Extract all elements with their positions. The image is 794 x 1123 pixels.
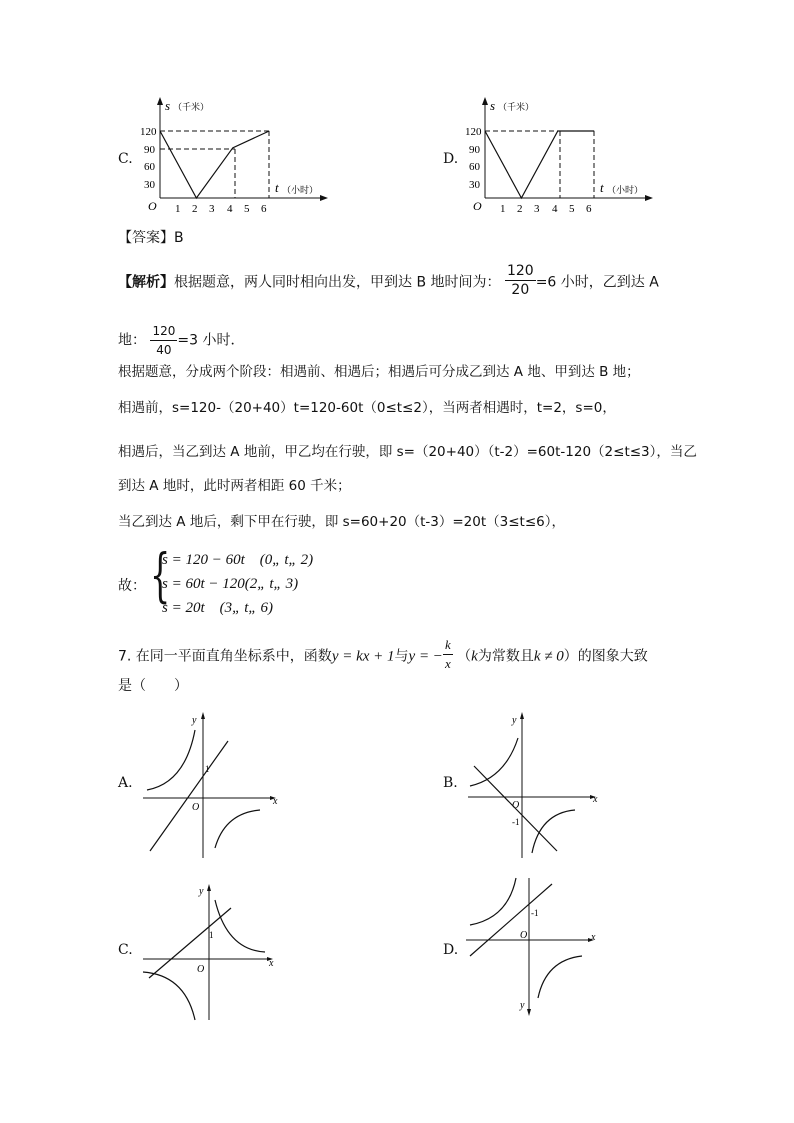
q7-line-2: 是（ ）: [118, 678, 188, 694]
y-tick: 120: [465, 126, 482, 138]
x-label: x: [591, 932, 596, 943]
origin-label: O: [148, 199, 157, 213]
hyperbola-branch-upper: [470, 878, 516, 925]
fraction-120-20: $\frac{120}{20}$: [506, 263, 534, 298]
y-label: y: [199, 886, 204, 897]
option-c-graph: [135, 95, 345, 220]
s-label: s: [490, 98, 496, 113]
x-tick: 6: [261, 203, 267, 215]
x-tick: 1: [175, 203, 181, 215]
option-d-q7-letter: D.: [443, 942, 459, 958]
analysis-text: 根据题意，两人同时相向出发，甲到达 B 地时间为：: [174, 274, 501, 291]
analysis-line-3: 根据题意，分成两个阶段：相遇前、相遇后；相遇后可分成乙到达 A 地、甲到达 B 地；: [118, 364, 640, 380]
y-label: y: [520, 1000, 525, 1011]
intercept-label: 1: [209, 930, 214, 940]
x-tick: 1: [500, 203, 506, 215]
y-tick: 120: [140, 126, 157, 138]
y-tick-labels: [140, 126, 157, 191]
analysis-line-5: 相遇后，当乙到达 A 地前，甲乙均在行驶，即 s=（20+40）（t-2）=60t-120（2≤t≤3），当乙: [118, 444, 697, 460]
line-graph: [150, 741, 228, 851]
x-tick: 2: [192, 203, 198, 215]
origin-label: O: [473, 199, 482, 213]
option-b-letter: B.: [443, 775, 458, 791]
option-a-graph: [135, 708, 285, 860]
x-label: x: [273, 796, 278, 807]
hyperbola-branch-lower: [215, 810, 260, 848]
origin-label: O: [512, 800, 520, 811]
s-axis-arrow: [482, 97, 488, 105]
option-c-q7-letter: C.: [118, 942, 133, 958]
y-tick: 60: [469, 161, 480, 173]
x-tick-labels: [175, 203, 267, 215]
x-tick: 5: [244, 203, 250, 215]
option-a-letter: A.: [118, 775, 133, 791]
intercept-label: -1: [531, 908, 539, 918]
option-d-letter: D.: [443, 151, 459, 167]
series-line-d: [485, 131, 594, 198]
option-b-graph: [460, 708, 610, 860]
y-tick: 60: [144, 161, 155, 173]
analysis-line-7: 当乙到达 A 地后，剩下甲在行驶，即 s=60+20（t-3）=20t（3≤t≤6），: [118, 514, 566, 530]
case-2: s = 60t − 120(2„ t„ 3): [162, 576, 299, 592]
fraction-120-40: $\frac{120}{40}$: [152, 324, 176, 357]
origin-label: O: [192, 802, 200, 813]
x-tick-labels: [500, 203, 592, 215]
hyperbola-branch-upper: [470, 738, 518, 786]
option-c-letter: C.: [118, 151, 133, 167]
t-unit: （小时）: [607, 186, 644, 196]
analysis-text: =6 小时，乙到达 A: [535, 274, 659, 291]
y-tick: 30: [469, 179, 480, 191]
s-label: s: [165, 98, 171, 113]
x-tick: 4: [552, 203, 558, 215]
y-label: y: [192, 715, 197, 726]
hyperbola-branch-upper: [147, 730, 195, 790]
t-axis-arrow: [320, 195, 328, 201]
analysis-line-4: 相遇前，s=120-（20+40）t=120-60t（0≤t≤2），当两者相遇时，t=2，s=0，: [118, 400, 616, 416]
x-tick: 6: [586, 203, 592, 215]
x-tick: 5: [569, 203, 575, 215]
case-1: s = 120 − 60t (0„ t„ 2): [162, 552, 314, 568]
intercept-label: 1: [205, 764, 210, 774]
hyperbola-branch-lower: [143, 972, 195, 1020]
analysis-line-2: [118, 322, 244, 359]
y-tick-labels: [465, 126, 482, 191]
series-line-c: [160, 131, 269, 198]
left-brace: {: [150, 541, 171, 609]
fraction-k-x: $\frac{k}{x}$: [444, 637, 451, 671]
analysis-text: 地：: [118, 332, 146, 349]
s-unit: （千米）: [173, 103, 210, 113]
x-tick: 3: [534, 203, 540, 215]
s-axis-arrow: [157, 97, 163, 105]
option-d-q7-graph: [460, 870, 610, 1018]
x-tick: 2: [517, 203, 523, 215]
analysis-line-6: 到达 A 地时，此时两者相距 60 千米；: [118, 478, 351, 494]
y-tick: 90: [469, 144, 480, 156]
answer-value: B: [174, 230, 184, 246]
x-label: x: [593, 794, 598, 805]
x-tick: 3: [209, 203, 215, 215]
t-axis-arrow: [645, 195, 653, 201]
case-3: s = 20t (3„ t„ 6): [162, 600, 273, 616]
y-tick: 30: [144, 179, 155, 191]
t-label: t: [275, 180, 279, 195]
t-unit: （小时）: [282, 186, 319, 196]
gu-label: 故：: [118, 578, 146, 594]
answer-line: [118, 228, 184, 248]
line-graph: [474, 766, 557, 851]
option-d-graph: [460, 95, 670, 220]
origin-label: O: [520, 930, 528, 941]
analysis-text: =3 小时．: [177, 332, 245, 349]
option-c-q7-graph: [135, 880, 285, 1025]
q7-line-1: 7. 在同一平面直角坐标系中，函数y = kx + 1与y = − $\frac{k}{x}$ （k为常数且k ≠ 0）的图象大致: [118, 637, 648, 671]
line-graph: [149, 908, 231, 978]
intercept-label: -1: [512, 817, 520, 827]
origin-label: O: [197, 964, 205, 975]
t-label: t: [600, 180, 604, 195]
y-tick: 90: [144, 144, 155, 156]
analysis-line-1: [118, 264, 659, 301]
s-unit: （千米）: [498, 103, 535, 113]
hyperbola-branch-upper: [215, 900, 265, 952]
x-label: x: [269, 958, 274, 969]
hyperbola-branch-lower: [538, 956, 582, 998]
analysis-tag: 【解析】: [118, 274, 174, 291]
y-label: y: [512, 715, 517, 726]
x-tick: 4: [227, 203, 233, 215]
answer-tag: 【答案】: [118, 230, 174, 246]
